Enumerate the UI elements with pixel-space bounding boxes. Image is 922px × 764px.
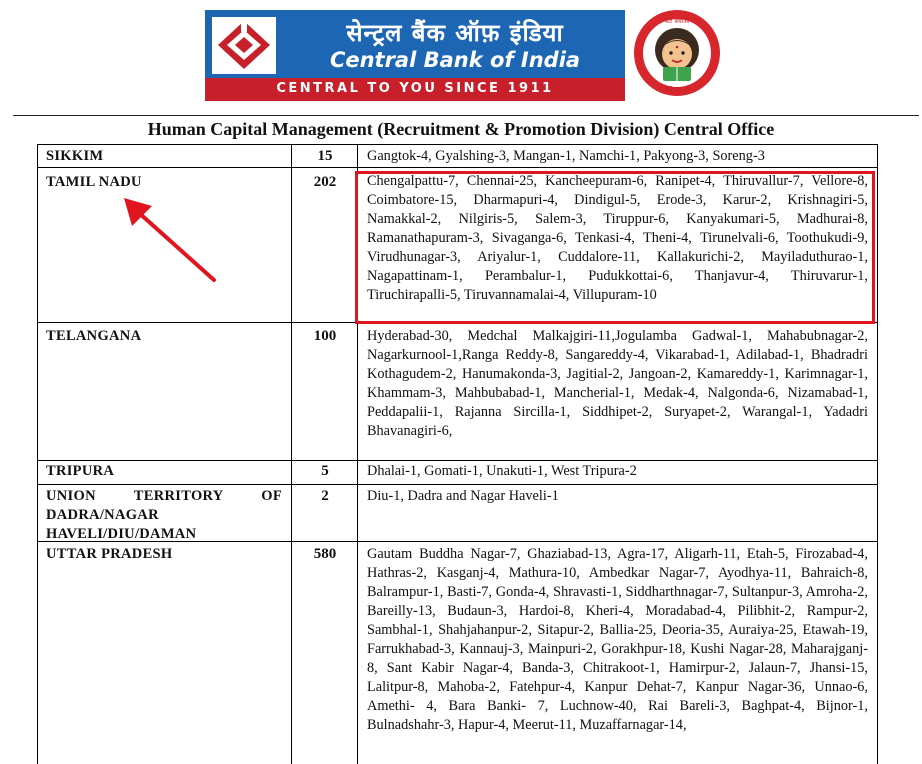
district-list: Hyderabad-30, Medchal Malkajgiri-11,Jogulamba Gadwal-1, Mahabubnagar-2, Nagarkurnool-1,Ranga Reddy-8, Sangareddy-4, Vikarabad-1, Adilabad-1, Bhadradri Kothagudem-2, Hanumakonda-3, Jagitial-2, Jangoan-2, Kamareddy-1, Karimnagar-1, Khammam-3, Mahbubabad-1, Mancherial-1, Medak-4, Nalgonda-6, Nizamabad-1, Peddapalii-1, Rajanna Sircilla-1, Siddhipet-2, Suryapet-2, Warangal-1, Yadadri Bhavanagiri-6, [367, 328, 868, 439]
district-list: Gautam Buddha Nagar-7, Ghaziabad-13, Agra-17, Aligarh-11, Etah-5, Firozabad-4, Hathras-2, Kasganj-4, Mathura-10, Ambedkar Nagar-7, Ayodhya-11, Bahraich-8, Balrampur-1, Basti-7, Gonda-4, Shravasti-1, Siddharthnagar-7, Sultanpur-3, Amroha-2, Bareilly-13, Budaun-3, Hardoi-8, Kheri-4, Moradabad-4, Pilibhit-2, Rampur-2, Sambhal-1, Shahjahanpur-2, Sitapur-2, Ballia-25, Deoria-35, Auraiya-25, Etawah-19, Farrukhabad-3, Kannauj-3, Mainpuri-2, Gorakhpur-18, Kushi Nagar-28, Maharajganj-8, Sant Kabir Nagar-4, Banda-3, Chitrakoot-1, Hamirpur-2, Jalaun-7, Jhansi-15, Lalitpur-8, Mahoba-2, Fatehpur-4, Kanpur Dehat-7, Kanpur Nagar-36, Unnao-6, Amethi- 4, Bara Banki- 7, Luchnow-40, Rai Bareli-3, Baghpat-4, Bijnor-1, Bulnadshahr-3, Hapur-4, Meerut-11, Muzaffarnagar-14, [367, 546, 868, 733]
campaign-text-bottom: बेटी पढ़ाओ [664, 86, 690, 93]
row-line [37, 460, 878, 461]
tagline-bar [205, 78, 625, 101]
state-name: UNION TERRITORY OF DADRA/NAGAR HAVELI/DIU/DAMAN [46, 488, 282, 542]
state-name: TAMIL NADU [46, 174, 142, 190]
document-title: Human Capital Management (Recruitment & Promotion Division) Central Office [147, 119, 775, 139]
red-arrow-icon [110, 190, 220, 290]
district-list: Chengalpattu-7, Chennai-25, Kancheepuram-6, Ranipet-4, Thiruvallur-7, Vellore-8, Coimbatore-15, Dharmapuri-4, Dindigul-5, Erode-3, Karur-2, Krishnagiri-5, Namakkal-2, Nilgiris-5, Salem-3, Tiruppur-6, Kanyakumari-5, Madhurai-8, Ramanathapuram-3, Sivaganga-6, Tenkasi-4, Theni-4, Tirunelvali-6, Toothukudi-9, Virudhunagar-3, Ariyalur-1, Cuddalore-11, Kallakurichi-2, Mayiladuthurao-1, Nagapattinam-1, Perambalur-1, Pudukkottai-6, Thanjavur-4, Thiruvarur-1, Tiruchirapalli-5, Tiruvannamalai-4, Villupuram-10 [367, 173, 868, 303]
state-name: SIKKIM [46, 148, 104, 164]
state-name: TRIPURA [46, 463, 115, 479]
highlight-box [355, 171, 875, 324]
beti-bachao-logo [633, 9, 721, 97]
row-line [37, 167, 878, 168]
bank-tagline: CENTRAL TO YOU SINCE 1911 [276, 81, 554, 96]
header-divider [13, 115, 919, 116]
bank-name-hindi: सेन्ट्रल बैंक ऑफ़ इंडिया [346, 19, 564, 47]
cbi-emblem-icon [212, 17, 276, 74]
state-name: UTTAR PRADESH [46, 546, 173, 562]
vacancy-count: 202 [313, 174, 337, 190]
vacancy-count: 2 [321, 488, 329, 504]
row-line [37, 484, 878, 485]
district-list: Diu-1, Dadra and Nagar Haveli-1 [367, 488, 559, 504]
vacancy-count: 15 [317, 148, 333, 164]
campaign-text-top: बेटी बचाओ [664, 18, 690, 25]
district-list: Dhalai-1, Gomati-1, Unakuti-1, West Tripura-2 [367, 463, 637, 479]
vacancy-count: 100 [313, 328, 337, 344]
column-divider-1 [291, 144, 292, 764]
row-line [37, 144, 878, 145]
state-name: TELANGANA [46, 328, 142, 344]
table-border-right [877, 144, 878, 764]
cbi-emblem-box [212, 17, 276, 74]
header-logos [0, 0, 922, 112]
vacancy-count: 5 [321, 463, 329, 479]
table-border-left [37, 144, 38, 764]
district-list: Gangtok-4, Gyalshing-3, Mangan-1, Namchi-1, Pakyong-3, Soreng-3 [367, 148, 765, 164]
bank-name-english: Central Bank of India [329, 48, 581, 72]
central-bank-logo [205, 10, 625, 101]
vacancy-count: 580 [313, 546, 337, 562]
